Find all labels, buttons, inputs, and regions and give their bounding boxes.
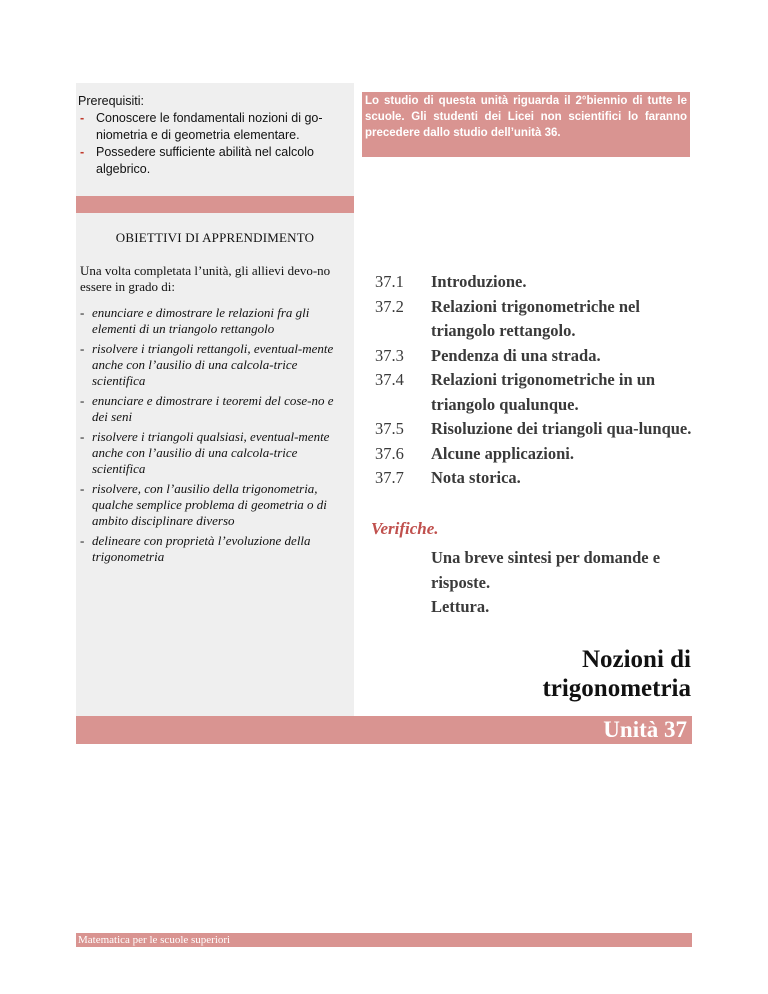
extra-item: Lettura. [431,597,490,616]
objectives-title: OBIETTIVI DI APPRENDIMENTO [115,230,315,245]
unit-number: Unità 37 [603,717,687,742]
objective-item: - risolvere i triangoli rettangoli, eventual-mente anche con l’ausilio di una calcola-trice scientifica [80,341,334,388]
course-note: Lo studio di questa unità riguarda il 2°biennio di tutte le scuole. Gli studenti dei Licei non scientifici lo faranno precedere dallo studio dell’unità 36. [362,92,690,157]
toc-item: 37.7 Nota storica. [375,468,521,487]
objective-item: - enunciare e dimostrare i teoremi del cose-no e dei seni [80,393,334,424]
objectives-intro: Una volta completata l’unità, gli allievi devo-no essere in grado di: [80,263,331,294]
prerequisite-item: - Possedere sufficiente abilità nel calcolo algebrico. [80,145,314,176]
objective-item: - enunciare e dimostrare le relazioni fra gli elementi di un triangolo rettangolo [80,305,310,336]
prerequisites-list [78,110,350,178]
toc-item: 37.4 Relazioni trigonometriche in un triangolo qualunque. [375,370,656,414]
unit-title-line: trigonometria [542,675,691,702]
prerequisites-block [78,93,350,178]
toc-item: 37.1 Introduzione. [375,272,527,291]
footer-text: Matematica per le scuole superiori [78,934,231,946]
toc-item: 37.6 Alcune applicazioni. [375,443,575,463]
verifiche-heading: Verifiche. [371,519,439,538]
extras-list [431,546,701,620]
prerequisites-heading: Prerequisiti: [78,94,144,108]
objective-item: - risolvere i triangoli qualsiasi, eventual-mente anche con l’ausilio di una calcola-trice scientifica [80,429,330,476]
toc-item: 37.2 Relazioni trigonometriche nel triangolo rettangolo. [375,296,640,340]
footer-bar [76,933,692,947]
objectives-list [80,305,352,569]
unit-title [542,645,691,703]
objective-item: - delineare con proprietà l’evoluzione della trigonometria [80,533,311,564]
divider-band [76,196,354,213]
unit-banner [76,716,692,744]
objective-item: - risolvere, con l’ausilio della trigonometria, qualche semplice problema di geometria o di ambito disciplinare diverso [80,481,327,528]
unit-title-line: Nozioni di [581,646,691,673]
toc-item: 37.3 Pendenza di una strada. [375,345,601,365]
table-of-contents [375,270,705,491]
prerequisite-item: - Conoscere le fondamentali nozioni di go-niometria e di geometria elementare. [80,111,323,142]
toc-item: 37.5 Risoluzione dei triangoli qua-lunque. [375,419,692,438]
extra-item: Una breve sintesi per domande e risposte. [431,548,661,592]
